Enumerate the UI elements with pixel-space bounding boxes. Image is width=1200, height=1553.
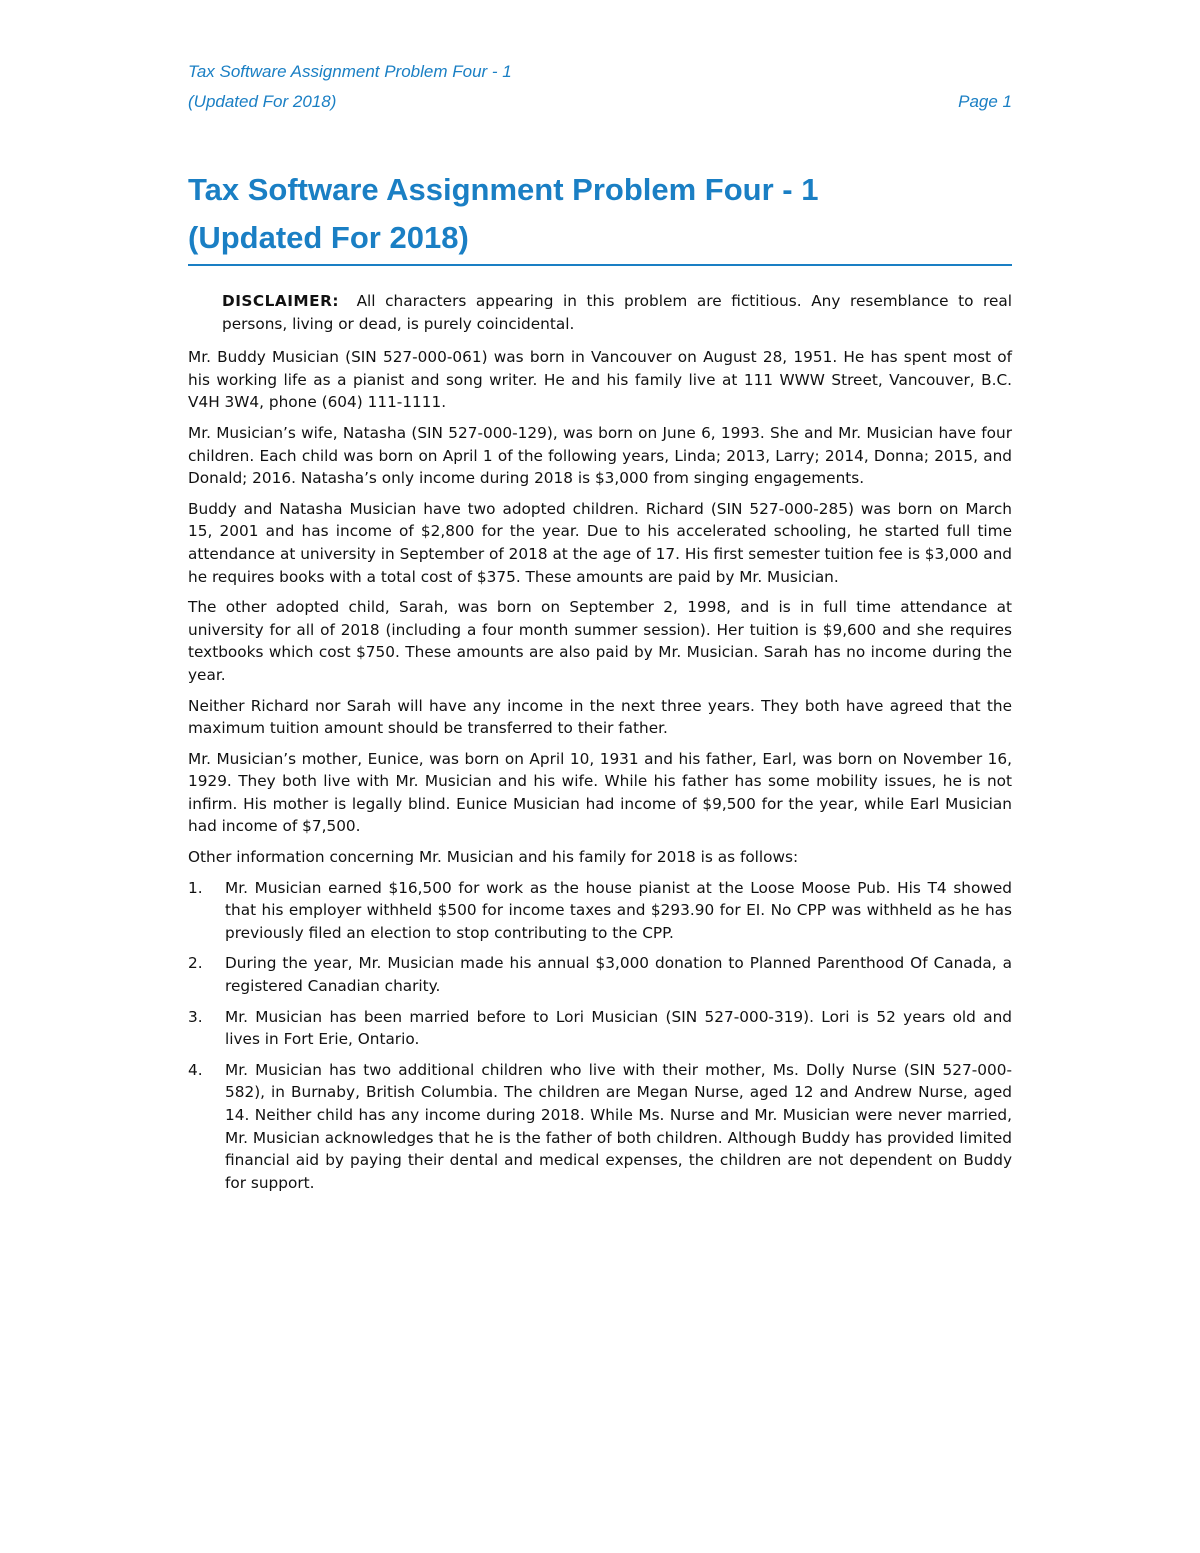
list-item [188, 952, 1012, 997]
info-list [188, 877, 1012, 1195]
paragraph: Mr. Buddy Musician (SIN 527-000-061) was born in Vancouver on August 28, 1951. He has spent most of his working life as a pianist and song writer. He and his family live at 111 WWW Street, Vancouver, B.C. V4H 3W4, phone (604) 111-1111. [188, 348, 1012, 412]
disclaimer-text: All characters appearing in this problem are fictitious. Any resemblance to real persons, living or dead, is purely coincidental. [222, 292, 1012, 333]
list-item-text: Mr. Musician has two additional children who live with their mother, Ms. Dolly Nurse (SIN 527-000-582), in Burnaby, British Columbia. The children are Megan Nurse, aged 12 and Andrew Nurse, aged 14. Neither child has any income during 2018. While Ms. Nurse and Mr. Musician were never married, Mr. Musician acknowledges that he is the father of both children. Although Buddy has provided limited financial aid by paying their dental and medical expenses, the children are not dependent on Buddy for support. [225, 1060, 1012, 1192]
running-head-row [188, 87, 1012, 117]
list-item [188, 1006, 1012, 1051]
title-line-2: (Updated For 2018) [188, 220, 469, 255]
running-head-title: Tax Software Assignment Problem Four - 1 [188, 62, 512, 81]
list-item-number: 1. [188, 878, 203, 897]
disclaimer-label: DISCLAIMER: [222, 292, 339, 310]
list-item [188, 1059, 1012, 1195]
list-item-text: During the year, Mr. Musician made his annual $3,000 donation to Planned Parenthood Of Canada, a registered Canadian charity. [225, 954, 1012, 996]
page-title [188, 166, 1012, 266]
list-item-number: 4. [188, 1060, 203, 1079]
page-number: Page 1 [958, 92, 1012, 111]
document-body [188, 290, 1012, 1202]
paragraph: Buddy and Natasha Musician have two adopted children. Richard (SIN 527-000-285) was born on March 15, 2001 and has income of $2,800 for the year. Due to his accelerated schooling, he started full time attendance at university in September of 2018 at the age of 17. His first semester tuition fee is $3,000 and he requires books with a total cost of $375. These amounts are paid by Mr. Musician. [188, 499, 1012, 586]
paragraph: Neither Richard nor Sarah will have any income in the next three years. They both have agreed that the maximum tuition amount should be transferred to their father. [188, 696, 1012, 738]
running-head-subtitle: (Updated For 2018) [188, 92, 337, 111]
title-line-1: Tax Software Assignment Problem Four - 1 [188, 172, 819, 207]
list-item-text: Mr. Musician earned $16,500 for work as the house pianist at the Loose Moose Pub. His T4 showed that his employer withheld $500 for income taxes and $293.90 for EI. No CPP was withheld as he has previously filed an election to stop contributing to the CPP. [225, 878, 1012, 942]
disclaimer [222, 290, 1012, 335]
paragraph: Other information concerning Mr. Musician and his family for 2018 is as follows: [188, 848, 799, 867]
list-item-number: 3. [188, 1007, 203, 1026]
list-item-number: 2. [188, 954, 203, 973]
paragraph: Mr. Musician’s wife, Natasha (SIN 527-000-129), was born on June 6, 1993. She and Mr. Musician have four children. Each child was born on April 1 of the following years, Linda; 2013, Larry; 2014, Donna; 2015, and Donald; 2016. Natasha’s only income during 2018 is $3,000 from singing engagements. [188, 423, 1012, 488]
list-item-text: Mr. Musician has been married before to Lori Musician (SIN 527-000-319). Lori is 52 years old and lives in Fort Erie, Ontario. [225, 1007, 1012, 1049]
list-item [188, 877, 1012, 945]
paragraph: The other adopted child, Sarah, was born on September 2, 1998, and is in full time attendance at university for all of 2018 (including a four month summer session). Her tuition is $9,600 and she requires textbooks which cost $750. These amounts are also paid by Mr. Musician. Sarah has no income during the year. [188, 598, 1012, 684]
paragraph: Mr. Musician’s mother, Eunice, was born on April 10, 1931 and his father, Earl, was born on November 16, 1929. They both live with Mr. Musician and his wife. While his father has some mobility issues, he is not infirm. His mother is legally blind. Eunice Musician had income of $9,500 for the year, while Earl Musician had income of $7,500. [188, 749, 1012, 836]
